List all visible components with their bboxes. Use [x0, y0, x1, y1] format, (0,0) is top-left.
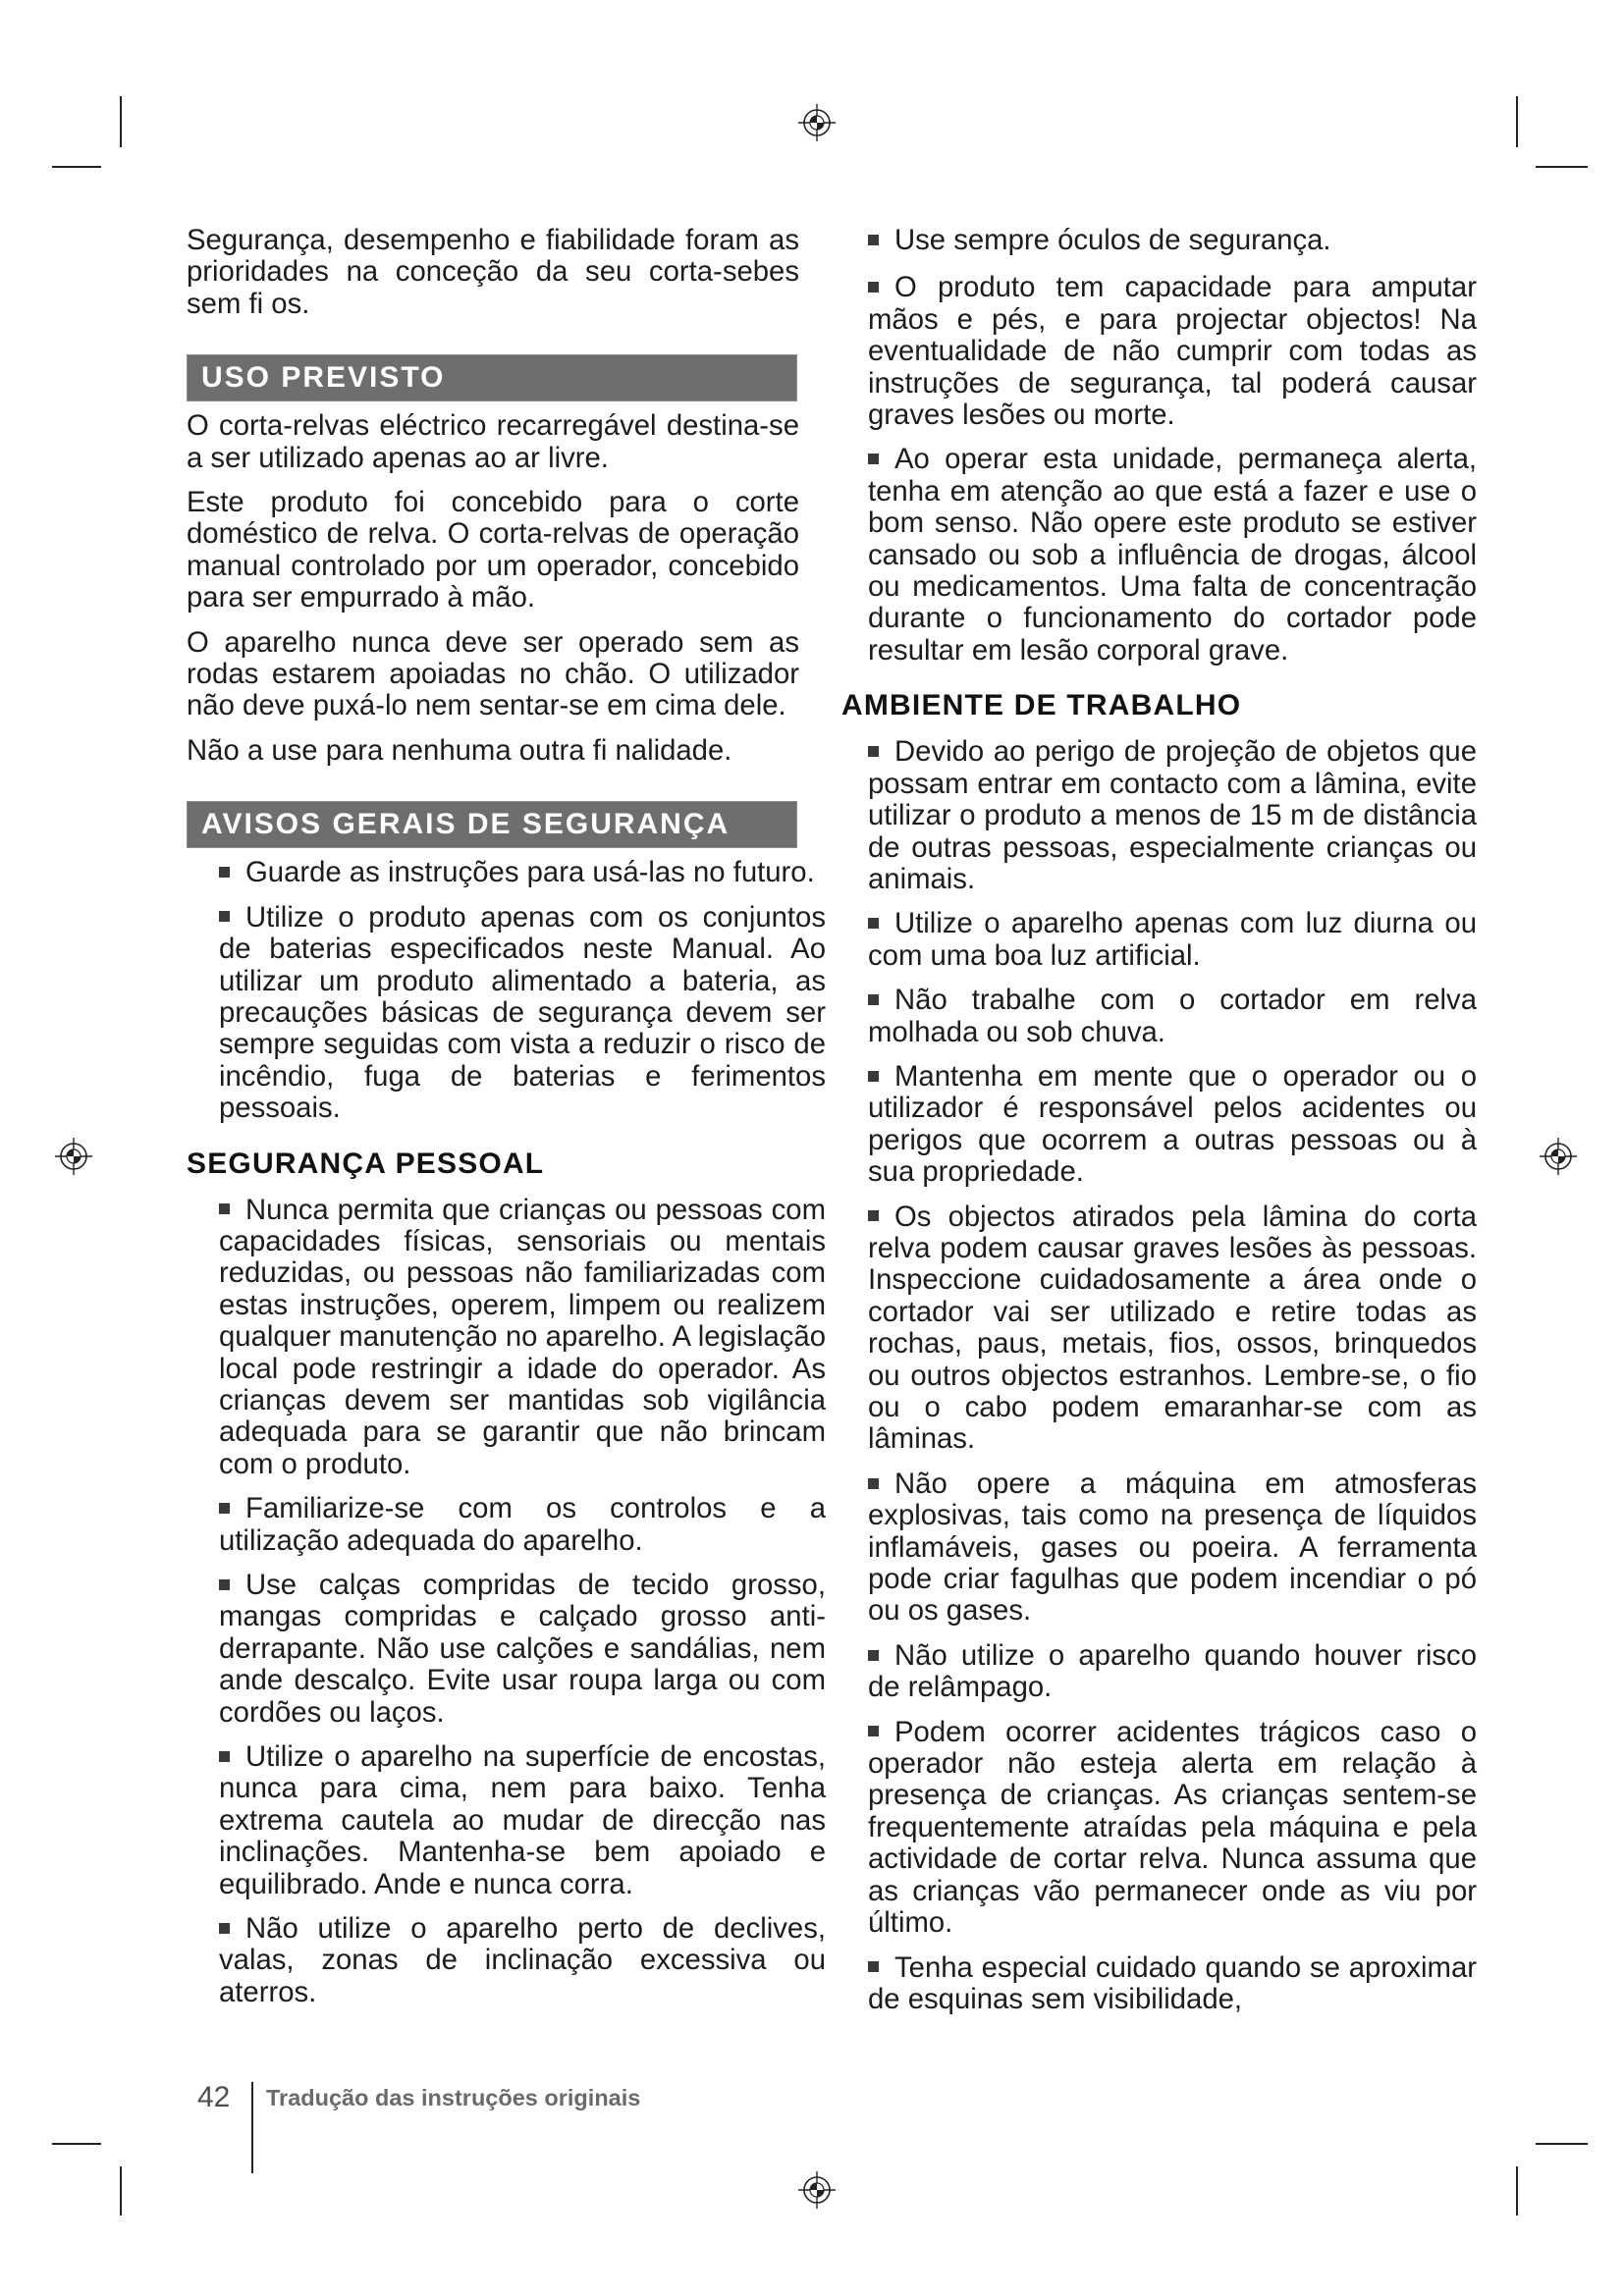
bullet-icon [219, 1923, 230, 1934]
ambiente-bullet-item [868, 1640, 1477, 1704]
bullet-icon [219, 1503, 230, 1514]
seguranca-pessoal-bullet-item [219, 1493, 826, 1557]
ambiente-bullet-item [868, 1468, 1477, 1628]
uso-previsto-heading: USO PREVISTO [187, 354, 797, 401]
registration-mark-icon [797, 103, 837, 142]
bullet-text: Guarde as instruções para usá-las no futuro. [245, 856, 815, 889]
crop-mark-top-right-horizontal [1536, 166, 1588, 168]
seguranca-pessoal-bullet-item [219, 1570, 826, 1729]
ambiente-bullet-item [868, 1952, 1477, 2016]
uso-previsto-paragraph: Não a use para nenhuma outra fi nalidade. [187, 733, 732, 767]
crop-mark-top-left-vertical [120, 96, 122, 147]
bullet-icon [219, 911, 230, 922]
left-column [187, 225, 827, 2021]
safety-bullet-item [868, 225, 1477, 256]
ambiente-bullet-item [868, 1717, 1477, 1940]
intro-paragraph: Segurança, desempenho e fiabilidade foram as prioridades na conceção da seu corta-sebes sem fi os. [187, 224, 799, 320]
bullet-icon [868, 1650, 879, 1661]
footer-divider [251, 2082, 253, 2173]
page-number: 42 [197, 2081, 231, 2113]
bullet-text: Podem ocorrer acidentes trágicos caso o operador não esteja alerta em relação à presença de crianças. As crianças sentem-se frequentemente atraídas pela máquina e pela actividade de cortar relva. Nunca assuma que as crianças vão permanecer onde as viu por último. [868, 1715, 1477, 1940]
bullet-text: Tenha especial cuidado quando se aproximar de esquinas sem visibilidade, [868, 1950, 1477, 2015]
seguranca-pessoal-heading: SEGURANÇA PESSOAL [187, 1147, 545, 1180]
uso-previsto-paragraph: O aparelho nunca deve ser operado sem as rodas estarem apoiadas no chão. O utilizador não deve puxá-lo nem sentar-se em cima dele. [187, 625, 799, 722]
registration-mark-icon [1539, 1137, 1578, 1176]
bullet-text: Mantenha em mente que o operador ou o utilizador é responsável pelos acidentes ou perigos que ocorrem a outras pessoas ou à sua propriedade. [868, 1059, 1477, 1189]
seguranca-pessoal-bullet-item [219, 1741, 826, 1900]
ambiente-bullet-item [868, 1201, 1477, 1456]
crop-mark-bottom-left-horizontal [52, 2143, 101, 2145]
bullet-icon [219, 867, 230, 878]
uso-previsto-paragraph: O corta-relvas eléctrico recarregável destina-se a ser utilizado apenas ao ar livre. [187, 409, 799, 474]
bullet-text: Use calças compridas de tecido grosso, mangas compridas e calçado grosso anti-derrapante. Não use calções e sandálias, nem ande descalço. Evite usar roupa larga ou com cordões ou laços. [219, 1569, 826, 1729]
ambiente-bullet-item [868, 985, 1477, 1048]
bullet-icon [868, 454, 879, 464]
safety-bullet-item [868, 444, 1477, 667]
right-column [841, 225, 1478, 2028]
registration-mark-icon [797, 2170, 837, 2210]
bullet-icon [868, 282, 879, 293]
ambiente-de-trabalho-heading: AMBIENTE DE TRABALHO [841, 689, 1242, 722]
bullet-text: O produto tem capacidade para amputar mãos e pés, e para projectar objectos! Na eventualidade de não cumprir com todas as instruções de segurança, tal poderá causar graves lesões ou morte. [868, 271, 1477, 432]
avisos-gerais-bullet-item [219, 857, 826, 888]
bullet-icon [868, 235, 879, 245]
crop-mark-bottom-right-vertical [1516, 2166, 1518, 2216]
bullet-icon [219, 1203, 230, 1214]
bullet-icon [219, 1751, 230, 1762]
bullet-icon [868, 1478, 879, 1489]
bullet-text: Ao operar esta unidade, permaneça alerta, tenha em atenção ao que está a fazer e use o bom senso. Não opere este produto se estiver cansado ou sob a influência de drogas, álcool ou medicamentos. Uma falta de concentração durante o funcionamento do cortador pode resultar em lesão corporal grave. [868, 443, 1477, 667]
bullet-text: Nunca permita que crianças ou pessoas com capacidades físicas, sensoriais ou mentais reduzidas, ou pessoas não familiarizadas com estas instruções, operem, limpem ou realizem qualquer manutenção no aparelho. A legislação local pode restringir a idade do operador. As crianças devem ser mantidas sob vigilância adequada para se garantir que não brincam com o produto. [219, 1193, 826, 1480]
bullet-text: Devido ao perigo de projeção de objetos que possam entrar em contacto com a lâmina, evite utilizar o produto a menos de 15 m de distância de outras pessoas, especialmente crianças ou animais. [868, 735, 1477, 895]
bullet-text: Os objectos atirados pela lâmina do corta relva podem causar graves lesões às pessoas. Inspeccione cuidadosamente a área onde o cortador vai ser utilizado e retire todas as rochas, paus, metais, fios, ossos, brinquedos ou outros objectos estranhos. Lembre-se, o fio ou o cabo podem emaranhar-se com as lâminas. [868, 1200, 1477, 1456]
bullet-icon [868, 994, 879, 1005]
bullet-text: Utilize o aparelho na superfície de encostas, nunca para cima, nem para baixo. Tenha extrema cautela ao mudar de direcção nas inclinações. Mantenha-se bem apoiado e equilibrado. Ande e nunca corra. [219, 1740, 826, 1900]
bullet-icon [868, 1726, 879, 1736]
bullet-text: Utilize o aparelho apenas com luz diurna ou com uma boa luz artificial. [868, 907, 1477, 972]
ambiente-bullet-item [868, 1061, 1477, 1189]
bullet-icon [868, 1071, 879, 1082]
bullet-text: Não utilize o aparelho perto de declives, valas, zonas de inclinação excessiva ou aterros. [219, 1912, 826, 2008]
safety-bullet-item [868, 272, 1477, 431]
bullet-icon [868, 918, 879, 929]
avisos-gerais-bullet-item [219, 902, 826, 1125]
crop-mark-top-right-vertical [1516, 96, 1518, 147]
avisos-gerais-heading: AVISOS GERAIS DE SEGURANÇA [187, 801, 797, 848]
bullet-text: Utilize o produto apenas com os conjuntos de baterias especificados neste Manual. Ao utilizar um produto alimentado a bateria, as precauções básicas de segurança devem ser sempre seguidas com vista a reduzir o risco de incêndio, fuga de baterias e ferimentos pessoais. [219, 900, 826, 1125]
bullet-text: Não opere a máquina em atmosferas explosivas, tais como na presença de líquidos inflamáveis, gases ou poeira. A ferramenta pode criar fagulhas que podem incendiar o pó ou os gases. [868, 1467, 1477, 1628]
bullet-text: Familiarize-se com os controlos e a utilização adequada do aparelho. [219, 1492, 826, 1557]
bullet-text: Não utilize o aparelho quando houver risco de relâmpago. [868, 1638, 1477, 1704]
crop-mark-bottom-right-horizontal [1536, 2143, 1588, 2145]
crop-mark-bottom-left-vertical [120, 2166, 122, 2216]
bullet-icon [868, 1210, 879, 1221]
crop-mark-top-left-horizontal [52, 166, 101, 168]
registration-mark-icon [54, 1137, 93, 1176]
ambiente-bullet-item [868, 736, 1477, 895]
seguranca-pessoal-bullet-item [219, 1913, 826, 2008]
bullet-text: Use sempre óculos de segurança. [894, 224, 1331, 256]
footer-caption: Tradução das instruções originais [266, 2085, 641, 2110]
bullet-icon [868, 746, 879, 757]
bullet-icon [868, 1961, 879, 1972]
ambiente-bullet-item [868, 908, 1477, 972]
seguranca-pessoal-bullet-item [219, 1195, 826, 1481]
bullet-text: Não trabalhe com o cortador em relva molhada ou sob chuva. [868, 984, 1477, 1048]
uso-previsto-paragraph: Este produto foi concebido para o corte doméstico de relva. O corta-relvas de operação manual controlado por um operador, concebido para ser empurrado à mão. [187, 486, 799, 614]
bullet-icon [219, 1579, 230, 1590]
